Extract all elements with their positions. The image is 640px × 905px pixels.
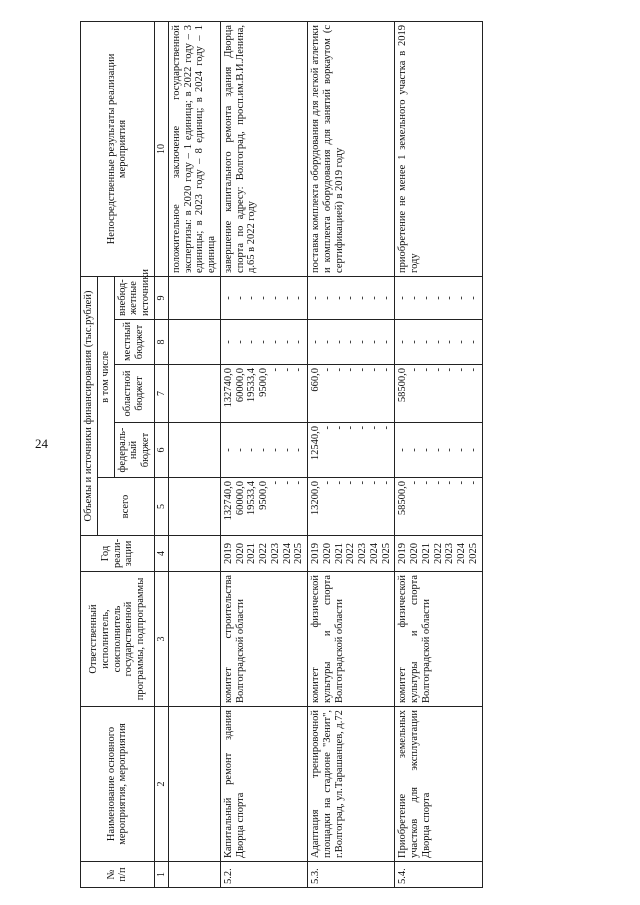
header-incl: в том числе (97, 276, 114, 477)
cell-value: - (234, 340, 246, 344)
cell-value: - (246, 340, 258, 344)
result-text: поставка комплекта оборудования для легкой атлетики и комплекта оборудования для занятий воркаутом (с сертификацией) в 2019 году (308, 21, 395, 276)
table-row (220, 21, 307, 887)
cell-value: - (467, 368, 479, 372)
cell-value: - (432, 296, 444, 300)
cell-value: 2025 (467, 543, 479, 564)
years-list (220, 536, 307, 572)
cell-value: - (397, 340, 409, 344)
row-number: 5.4. (395, 862, 482, 888)
cell-value: 2025 (293, 543, 305, 564)
header-regional: областной бюджет (114, 365, 154, 423)
header-offbudget: внебюд-жетные источники (114, 276, 154, 319)
cell-value: - (357, 296, 369, 300)
cell-value: 19533,4 (246, 368, 258, 403)
cell-value: - (293, 296, 305, 300)
col-number: 5 (154, 478, 168, 536)
cell-value: 2020 (321, 543, 333, 564)
cell-value: - (409, 448, 421, 452)
cell-value: - (380, 426, 392, 430)
cell-value: 9500,0 (258, 368, 270, 397)
col-number: 1 (154, 862, 168, 888)
cell-value: - (409, 368, 421, 372)
cell-value: 2020 (409, 543, 421, 564)
cell-value: - (310, 296, 322, 300)
cell-value: 2021 (246, 543, 258, 564)
measure-name: Капитальный ремонт здания Дворца спорта (220, 707, 307, 862)
cell-value: - (357, 481, 369, 485)
cell-value: - (432, 368, 444, 372)
cell-value: - (321, 481, 333, 485)
cell-value: - (357, 368, 369, 372)
cell-value: 60000,0 (234, 368, 246, 403)
cell-value: - (321, 368, 333, 372)
header-executor: Ответственный исполнитель, соисполнитель государственной программы, подпрограммы (81, 572, 155, 707)
cell-value: 2019 (397, 543, 409, 564)
col-number: 8 (154, 320, 168, 365)
cell-value: - (222, 448, 234, 452)
cell-value: 58500,0 (397, 481, 409, 516)
local-values (308, 320, 395, 365)
cell-value: 2023 (444, 543, 456, 564)
cell-value: - (397, 448, 409, 452)
cell-value: 12540,0 (310, 426, 322, 461)
cell-value: 2022 (432, 543, 444, 564)
cell-value: - (432, 340, 444, 344)
cell-value: - (333, 368, 345, 372)
cell-value: - (222, 340, 234, 344)
cell-value: - (345, 296, 357, 300)
cell-value: 2022 (258, 543, 270, 564)
cell-value: - (345, 426, 357, 430)
cell-value: - (345, 481, 357, 485)
cell-value: 9500,0 (258, 481, 270, 510)
cell-value: - (467, 340, 479, 344)
total-values (395, 478, 482, 536)
row-number: 5.2. (220, 862, 307, 888)
cell-value: 2021 (420, 543, 432, 564)
cell-value: 2022 (345, 543, 357, 564)
regional-values (395, 365, 482, 423)
federal-values (220, 423, 307, 478)
cell-value: 2019 (222, 543, 234, 564)
executor-name: комитет физической культуры и спорта Волгоградской области (395, 572, 482, 707)
cell-value: - (234, 448, 246, 452)
measure-name: Приобретение земельных участков для эксплуатации Дворца спорта (395, 707, 482, 862)
cell-value: - (281, 296, 293, 300)
col-number: 6 (154, 423, 168, 478)
cell-value: - (345, 340, 357, 344)
cell-value: - (321, 340, 333, 344)
funding-table (80, 21, 483, 888)
cell-value: - (409, 340, 421, 344)
cell-value: 2024 (456, 543, 468, 564)
row-number: 5.3. (308, 862, 395, 888)
cell-value: - (456, 296, 468, 300)
table-row (308, 21, 395, 887)
cell-value: - (467, 448, 479, 452)
cell-value: - (420, 448, 432, 452)
cell-value: - (357, 340, 369, 344)
cell-value: - (467, 481, 479, 485)
regional-values (220, 365, 307, 423)
cell-value: - (293, 340, 305, 344)
cell-value: - (269, 481, 281, 485)
cell-value: - (222, 296, 234, 300)
header-local: местный бюджет (114, 320, 154, 365)
cell-value: - (420, 368, 432, 372)
cell-value: - (258, 448, 270, 452)
cell-value: - (380, 296, 392, 300)
cell-value: - (444, 448, 456, 452)
cell-value: 2024 (368, 543, 380, 564)
cell-value: - (357, 426, 369, 430)
cell-value: 2024 (281, 543, 293, 564)
years-list (395, 536, 482, 572)
cell-value: 2020 (234, 543, 246, 564)
cell-value: - (456, 368, 468, 372)
table-row (395, 21, 482, 887)
cell-value: - (380, 481, 392, 485)
col-number: 3 (154, 572, 168, 707)
header-year: Год реали-зации (81, 536, 155, 572)
table-row-continuation (168, 21, 220, 887)
total-values (220, 478, 307, 536)
header-total: всего (97, 478, 154, 536)
cell-value: - (269, 296, 281, 300)
cell-value: - (246, 448, 258, 452)
cell-value: - (409, 296, 421, 300)
cell-value: 132740,0 (222, 368, 234, 408)
cell-value: - (467, 296, 479, 300)
cell-value: - (246, 296, 258, 300)
cell-value: - (420, 481, 432, 485)
years-list (308, 536, 395, 572)
cell-value: - (368, 368, 380, 372)
cell-value: - (432, 448, 444, 452)
cell-value: - (293, 481, 305, 485)
header-no: № п/п (81, 862, 155, 888)
rotated-table-container (80, 22, 610, 888)
cell-value: - (444, 368, 456, 372)
executor-name: комитет физической культуры и спорта Волгоградской области (308, 572, 395, 707)
local-values (220, 320, 307, 365)
total-values (308, 478, 395, 536)
cell-value: - (380, 340, 392, 344)
cell-value: - (321, 296, 333, 300)
cell-value: - (380, 368, 392, 372)
cell-value: 660,0 (310, 368, 322, 392)
cell-value: - (368, 426, 380, 430)
cell-value: - (269, 368, 281, 372)
cell-value: 2021 (333, 543, 345, 564)
header-name: Наименование основного мероприятия, мероприятия (81, 707, 155, 862)
cell-value: 13200,0 (310, 481, 322, 516)
cell-value: - (281, 340, 293, 344)
cell-value: - (397, 296, 409, 300)
cell-value: - (456, 448, 468, 452)
cell-value: - (281, 481, 293, 485)
cell-value: - (293, 368, 305, 372)
col-number: 2 (154, 707, 168, 862)
header-results: Непосредственные результаты реализации мероприятия (81, 21, 155, 276)
cell-value: - (269, 448, 281, 452)
offbudget-values (308, 276, 395, 319)
cell-value: - (333, 426, 345, 430)
cell-value: 60000,0 (234, 481, 246, 516)
cell-value: - (321, 426, 333, 430)
federal-values (308, 423, 395, 478)
cell-value: 58500,0 (397, 368, 409, 403)
measure-name: Адаптация тренировочной площадки на стадионе "Зенит", г.Волгоград, ул.Тарашанцев, д.72 (308, 707, 395, 862)
cell-value: - (310, 340, 322, 344)
page-number: 24 (35, 436, 48, 451)
cell-value: - (333, 481, 345, 485)
cell-value: 2019 (310, 543, 322, 564)
col-number: 4 (154, 536, 168, 572)
offbudget-values (395, 276, 482, 319)
col-number: 10 (154, 21, 168, 276)
regional-values (308, 365, 395, 423)
cell-value: 2025 (380, 543, 392, 564)
cell-value: - (368, 296, 380, 300)
cell-value: - (444, 481, 456, 485)
cell-value: - (234, 296, 246, 300)
cell-value: - (456, 481, 468, 485)
local-values (395, 320, 482, 365)
offbudget-values (220, 276, 307, 319)
cell-value: - (281, 368, 293, 372)
cell-value: - (456, 340, 468, 344)
cell-value: - (258, 340, 270, 344)
cell-value: - (345, 368, 357, 372)
cell-value: - (368, 481, 380, 485)
cell-value: 132740,0 (222, 481, 234, 521)
cell-value: - (444, 340, 456, 344)
cell-value: 2023 (357, 543, 369, 564)
result-text: положительное заключение государственной экспертизы: в 2020 году – 1 единица; в 2022 году – 3 единицы; в 2023 году – 8 единиц; в 2024 году – 1 единица (168, 21, 220, 276)
cell-value: - (258, 296, 270, 300)
cell-value: - (420, 340, 432, 344)
header-federal: федераль-ный бюджет (114, 423, 154, 478)
cell-value: 19533,4 (246, 481, 258, 516)
cell-value: - (293, 448, 305, 452)
header-funding: Объемы и источники финансирования (тыс.рублей) (81, 276, 98, 535)
result-text: завершение капитального ремонта здания Дворца спорта по адресу: Волгоград, просп.им.В.И.Ленина, д.65 в 2022 году (220, 21, 307, 276)
cell-value: - (333, 296, 345, 300)
col-number: 9 (154, 276, 168, 319)
cell-value: - (368, 340, 380, 344)
cell-value: - (409, 481, 421, 485)
executor-name: комитет строительства Волгоградской области (220, 572, 307, 707)
result-text: приобретение не менее 1 земельного участка в 2019 году (395, 21, 482, 276)
col-number: 7 (154, 365, 168, 423)
federal-values (395, 423, 482, 478)
cell-value: - (333, 340, 345, 344)
cell-value: - (269, 340, 281, 344)
cell-value: - (432, 481, 444, 485)
cell-value: 2023 (269, 543, 281, 564)
cell-value: - (420, 296, 432, 300)
cell-value: - (281, 448, 293, 452)
cell-value: - (444, 296, 456, 300)
